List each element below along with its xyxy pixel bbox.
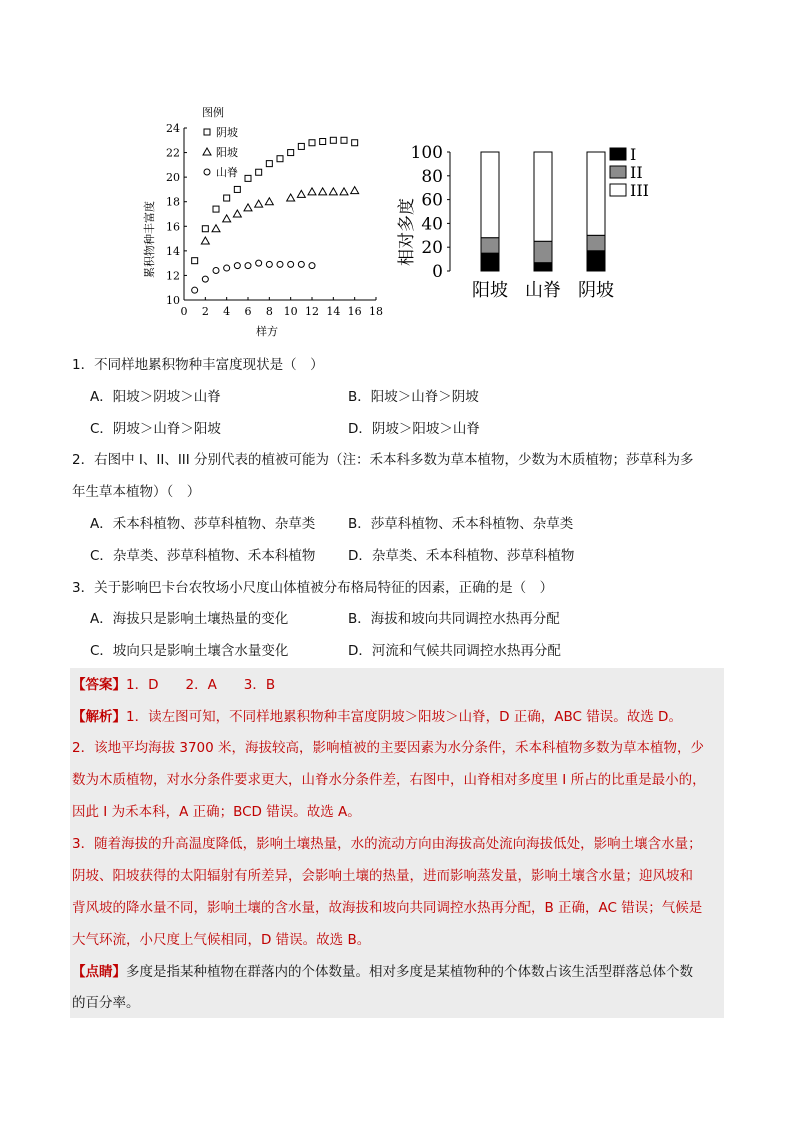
bar-y-tick-label: 0 xyxy=(432,262,443,282)
scatter-x-tick-label: 18 xyxy=(369,305,383,318)
scatter-x-tick-label: 4 xyxy=(223,305,231,318)
tip-text-1: 多度是指某种植物在群落内的个体数量。相对多度是某植物种的个体数占该生活型群落总体个数 xyxy=(126,964,693,980)
question-1-option-a: A．阳坡＞阴坡＞山脊 xyxy=(90,389,221,405)
bar-legend-label: III xyxy=(630,181,649,200)
scatter-y-label: 累积物种丰富度 xyxy=(143,201,156,278)
scatter-x-tick-label: 6 xyxy=(244,305,252,318)
analysis-tag: 【解析】 xyxy=(72,709,126,725)
scatter-point-square xyxy=(320,139,326,145)
analysis-line-4: 因此 I 为禾本科，A 正确；BCD 错误。故选 A。 xyxy=(72,804,361,820)
question-1-option-d: D．阴坡＞阳坡＞山脊 xyxy=(348,421,480,437)
scatter-y-tick-label: 20 xyxy=(166,171,180,185)
bar-y-label: 相对多度 xyxy=(397,198,417,266)
scatter-point-square xyxy=(298,143,304,149)
question-2-stem-line-1: 2．右图中 I、II、III 分别代表的植被可能为（注：禾本科多数为草本植物，少数为木质植物；莎草科为多 xyxy=(72,452,694,468)
question-3-option-b: B．海拔和坡向共同调控水热再分配 xyxy=(348,611,560,627)
question-2-option-d: D．杂草类、禾本科植物、莎草科植物 xyxy=(348,548,575,564)
scatter-x-tick-label: 16 xyxy=(347,305,362,318)
analysis-line-6: 阴坡、阳坡获得的太阳辐射有所差异，会影响土壤的热量，进而影响蒸发量，影响土壤含水量；迎风坡和 xyxy=(72,868,693,884)
question-3-stem: 3．关于影响巴卡台农牧场小尺度山体植被分布格局特征的因素，正确的是（ ） xyxy=(72,580,554,596)
question-1-option-c: C．阴坡＞山脊＞阳坡 xyxy=(90,421,221,437)
bar-category-label: 阳坡 xyxy=(472,280,508,301)
question-3-option-c: C．坡向只是影响土壤含水量变化 xyxy=(90,643,289,659)
scatter-legend-label: 阳坡 xyxy=(216,146,238,159)
scatter-point-triangle xyxy=(265,198,273,205)
answer-tag: 【答案】 xyxy=(72,677,126,693)
richness-scatter-chart xyxy=(140,100,390,345)
bar-y-tick-label: 40 xyxy=(421,214,443,235)
tip-tag: 【点睛】 xyxy=(72,964,126,980)
scatter-point-square xyxy=(309,140,315,146)
scatter-x-tick-label: 14 xyxy=(326,305,341,318)
scatter-point-square xyxy=(288,150,294,156)
scatter-legend xyxy=(203,125,238,179)
scatter-y-tick-label: 18 xyxy=(166,195,180,209)
bar-y-tick-label: 20 xyxy=(421,238,443,259)
scatter-y-tick-label: 12 xyxy=(166,269,180,283)
question-1-stem: 1．不同样地累积物种丰富度现状是（ ） xyxy=(72,357,324,373)
question-2-option-b: B．莎草科植物、禾本科植物、杂草类 xyxy=(348,516,574,532)
scatter-y-tick-label: 24 xyxy=(166,122,180,135)
scatter-point-circle xyxy=(277,261,283,267)
scatter-y-tick-label: 16 xyxy=(166,220,180,234)
bar-legend-swatch xyxy=(610,166,626,178)
scatter-y-tick-label: 14 xyxy=(166,244,180,258)
scatter-point-circle xyxy=(213,268,219,274)
scatter-point-triangle xyxy=(297,190,305,197)
scatter-axes xyxy=(166,122,383,318)
scatter-point-triangle xyxy=(308,188,316,195)
bar-legend-label: I xyxy=(630,145,637,164)
bar-y-tick-label: 60 xyxy=(421,190,443,211)
scatter-point-square xyxy=(192,258,198,264)
tip-line-2: 的百分率。 xyxy=(72,995,140,1011)
scatter-point-triangle xyxy=(340,188,348,195)
scatter-x-tick-label: 2 xyxy=(201,305,209,318)
bar-marks xyxy=(472,152,614,301)
bar-segment-I xyxy=(534,263,552,271)
scatter-point-circle xyxy=(309,263,315,269)
scatter-point-circle xyxy=(234,263,240,269)
question-2-option-c: C．杂草类、莎草科植物、禾本科植物 xyxy=(90,548,316,564)
scatter-point-circle xyxy=(245,263,251,269)
bar-segment-II xyxy=(481,238,499,253)
scatter-point-square xyxy=(352,140,358,146)
scatter-point-triangle xyxy=(287,194,295,201)
scatter-point-triangle xyxy=(319,188,327,195)
legend-circle-icon xyxy=(204,169,210,175)
scatter-point-triangle xyxy=(223,215,231,222)
question-1-option-b: B．阳坡＞山脊＞阴坡 xyxy=(348,389,479,405)
question-2-option-a: A．禾本科植物、莎草科植物、杂草类 xyxy=(90,516,316,532)
scatter-point-square xyxy=(256,169,262,175)
scatter-point-square xyxy=(245,175,251,181)
analysis-line-5: 3．随着海拔的升高温度降低，影响土壤热量，水的流动方向由海拔高处流向海拔低处，影响土壤含水量； xyxy=(72,836,702,852)
bar-category-label: 阴坡 xyxy=(578,280,614,301)
scatter-legend-label: 阴坡 xyxy=(216,126,238,139)
bar-segment-III xyxy=(587,152,605,235)
scatter-point-circle xyxy=(266,261,272,267)
bar-legend xyxy=(610,145,649,200)
bar-segment-III xyxy=(534,152,552,241)
bar-segment-II xyxy=(587,235,605,250)
bar-y-tick-label: 100 xyxy=(410,143,443,163)
scatter-point-triangle xyxy=(212,225,220,232)
answer-text: 1．D 2．A 3．B xyxy=(126,677,276,693)
answer-line xyxy=(72,675,275,695)
scatter-point-square xyxy=(213,206,219,212)
scatter-point-triangle xyxy=(244,204,252,211)
analysis-line-3: 数为木质植物，对水分条件要求更大，山脊水分条件差，右图中，山脊相对多度里 I 所占的比重是最小的， xyxy=(72,772,706,788)
scatter-point-square xyxy=(341,137,347,143)
legend-triangle-icon xyxy=(203,148,211,155)
analysis-line-2: 2．该地平均海拔 3700 米，海拔较高，影响植被的主要因素为水分条件，禾本科植物多数为草本植物，少 xyxy=(72,740,705,756)
scatter-x-tick-label: 8 xyxy=(265,305,273,318)
analysis-line-8: 大气环流，小尺度上气候相同，D 错误。故选 B。 xyxy=(72,932,371,948)
question-2-stem-line-2: 年生草本植物）（ ） xyxy=(72,484,201,500)
scatter-x-tick-label: 10 xyxy=(283,305,298,318)
bar-y-tick-label: 80 xyxy=(421,166,443,187)
legend-square-icon xyxy=(204,129,210,135)
scatter-y-tick-label: 10 xyxy=(166,294,180,307)
scatter-point-square xyxy=(224,195,230,201)
scatter-point-circle xyxy=(224,265,230,271)
bar-legend-swatch xyxy=(610,184,626,196)
scatter-points xyxy=(192,137,359,293)
bar-category-label: 山脊 xyxy=(525,280,561,301)
scatter-point-triangle xyxy=(329,188,337,195)
scatter-y-tick-label: 22 xyxy=(166,146,180,160)
scatter-point-triangle xyxy=(233,210,241,217)
bar-legend-label: II xyxy=(630,163,643,182)
scatter-point-circle xyxy=(298,261,304,267)
scatter-point-triangle xyxy=(255,200,263,207)
scatter-x-label: 样方 xyxy=(256,325,278,338)
bar-segment-I xyxy=(481,253,499,271)
scatter-legend-title: 图例 xyxy=(202,106,224,119)
bar-segment-III xyxy=(481,152,499,238)
bar-segment-II xyxy=(534,241,552,262)
analysis-line-1 xyxy=(72,707,682,727)
scatter-point-circle xyxy=(192,287,198,293)
scatter-point-square xyxy=(330,137,336,143)
relative-abundance-chart xyxy=(390,138,660,310)
tip-line-1 xyxy=(72,962,693,982)
analysis-line-7: 背风坡的降水量不同，影响土壤的含水量，故海拔和坡向共同调控水热再分配，B 正确，AC 错误；气候是 xyxy=(72,900,703,916)
scatter-x-tick-label: 12 xyxy=(305,305,319,318)
scatter-point-triangle xyxy=(201,237,209,244)
scatter-x-tick-label: 0 xyxy=(180,305,188,318)
scatter-point-circle xyxy=(202,276,208,282)
scatter-point-square xyxy=(234,186,240,192)
scatter-point-circle xyxy=(256,260,262,266)
scatter-point-square xyxy=(266,161,272,167)
question-3-option-a: A．海拔只是影响土壤热量的变化 xyxy=(90,611,289,627)
bar-segment-I xyxy=(587,251,605,271)
scatter-point-square xyxy=(202,226,208,232)
analysis-text-1: 1．读左图可知，不同样地累积物种丰富度阴坡＞阳坡＞山脊，D 正确，ABC 错误。故选 D。 xyxy=(126,709,682,725)
scatter-point-circle xyxy=(288,261,294,267)
question-3-option-d: D．河流和气候共同调控水热再分配 xyxy=(348,643,561,659)
scatter-legend-label: 山脊 xyxy=(216,166,238,179)
scatter-point-square xyxy=(277,156,283,162)
scatter-point-triangle xyxy=(351,187,359,194)
bar-legend-swatch xyxy=(610,148,626,160)
